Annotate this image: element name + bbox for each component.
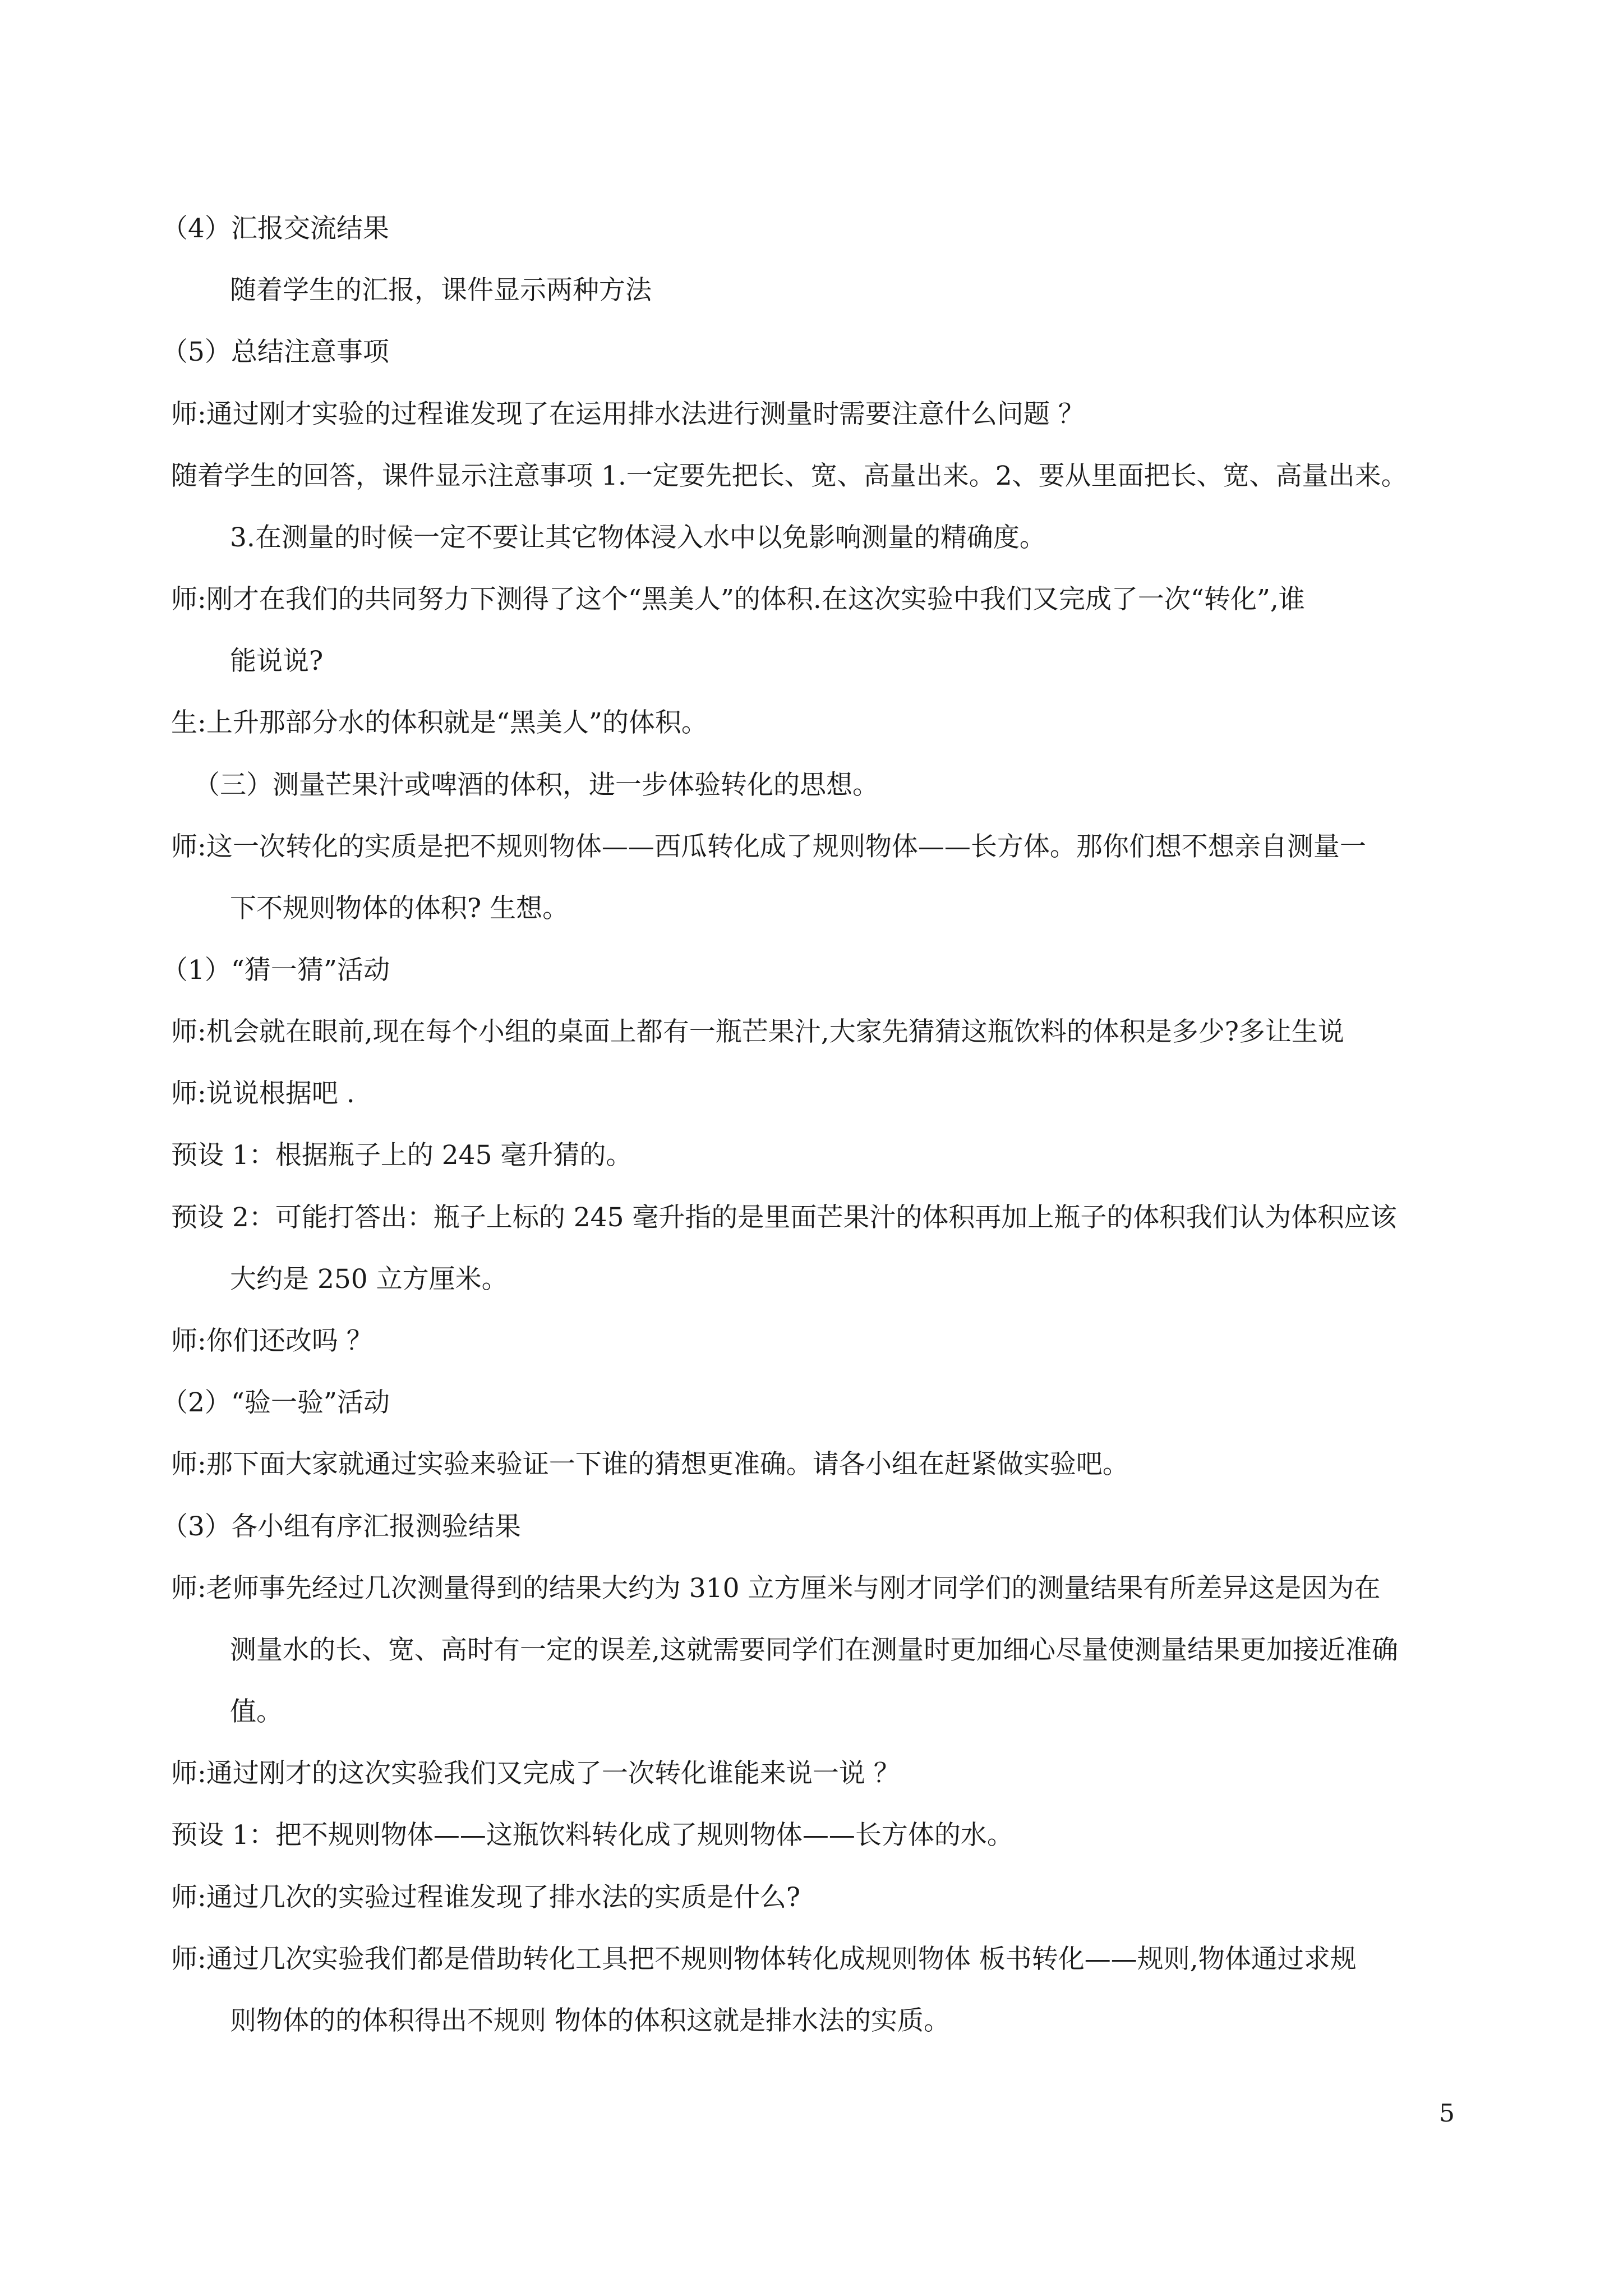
preset-line: 预设 1：把不规则物体——这瓶饮料转化成了规则物体——长方体的水。 (171, 1820, 1013, 1851)
paragraph-line: 测量水的长、宽、高时有一定的误差,这就需要同学们在测量时更加细心尽量使测量结果更加接近准确 (230, 1635, 1398, 1665)
paragraph-line: 能说说? (230, 646, 324, 677)
section-heading-report-results: （3）各小组有序汇报测验结果 (162, 1511, 521, 1542)
teacher-line: 师:机会就在眼前,现在每个小组的桌面上都有一瓶芒果汁,大家先猜猜这瓶饮料的体积是多少?多让生说 (171, 1016, 1344, 1047)
teacher-line: 师:这一次转化的实质是把不规则物体——西瓜转化成了规则物体——长方体。那你们想不想亲自测量一 (171, 831, 1366, 862)
teacher-line: 师:那下面大家就通过实验来验证一下谁的猜想更准确。请各小组在赶紧做实验吧。 (171, 1449, 1129, 1480)
paragraph-line: 值。 (230, 1696, 283, 1727)
section-heading-summary: （5）总结注意事项 (162, 337, 389, 367)
paragraph-line: 随着学生的回答，课件显示注意事项 1.一定要先把长、宽、高量出来。2、要从里面把长、宽、高量出来。 (171, 461, 1408, 491)
teacher-line: 师:刚才在我们的共同努力下测得了这个“黑美人”的体积.在这次实验中我们又完成了一次“转化”,谁 (171, 584, 1305, 615)
teacher-line: 师:通过刚才实验的过程谁发现了在运用排水法进行测量时需要注意什么问题 ？ (171, 399, 1085, 430)
student-line: 生:上升那部分水的体积就是“黑美人”的体积。 (171, 707, 708, 738)
teacher-line: 师:你们还改吗 ？ (171, 1326, 373, 1356)
page-number: 5 (1439, 2099, 1455, 2128)
teacher-line: 师:通过刚才的这次实验我们又完成了一次转化谁能来说一说 ？ (171, 1758, 900, 1789)
teacher-line: 师:说说根据吧 . (171, 1078, 355, 1109)
preset-line: 预设 1：根据瓶子上的 245 毫升猜的。 (171, 1140, 633, 1171)
section-heading-part-three: （三）测量芒果汁或啤酒的体积，进一步体验转化的思想。 (193, 770, 879, 800)
paragraph-line: 3.在测量的时候一定不要让其它物体浸入水中以免影响测量的精确度。 (230, 522, 1046, 553)
teacher-line: 师:通过几次实验我们都是借助转化工具把不规则物体转化成规则物体 板书转化——规则,物体通过求规 (171, 1944, 1357, 1975)
paragraph-line: 下不规则物体的体积? 生想。 (230, 893, 569, 924)
teacher-line: 师:通过几次的实验过程谁发现了排水法的实质是什么? (171, 1882, 801, 1913)
section-heading-guess: （1）“猜一猜”活动 (162, 955, 390, 986)
paragraph-line: 则物体的的体积得出不规则 物体的体积这就是排水法的实质。 (230, 2005, 950, 2036)
teacher-line: 师:老师事先经过几次测量得到的结果大约为 310 立方厘米与刚才同学们的测量结果有所差异这是因为在 (171, 1573, 1381, 1604)
section-heading-verify: （2）“验一验”活动 (162, 1387, 390, 1418)
section-heading-report: （4）汇报交流结果 (162, 213, 389, 244)
paragraph-line: 大约是 250 立方厘米。 (230, 1264, 508, 1295)
preset-line: 预设 2：可能打答出：瓶子上标的 245 毫升指的是里面芒果汁的体积再加上瓶子的体积我们认为体积应该 (171, 1202, 1397, 1233)
paragraph-line: 随着学生的汇报，课件显示两种方法 (230, 275, 652, 306)
